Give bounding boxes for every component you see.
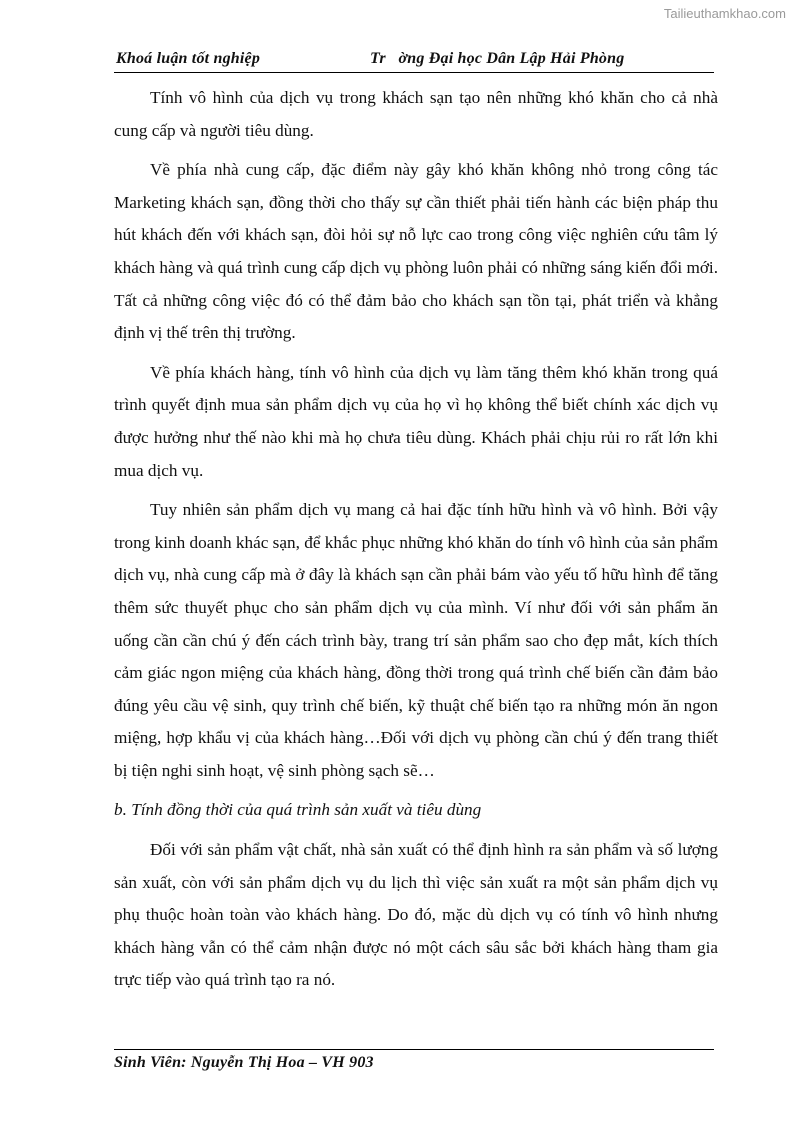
document-body	[114, 82, 718, 1004]
paragraph-2: Về phía nhà cung cấp, đặc điểm này gây khó khăn không nhỏ trong công tác Marketing khách sạn, đồng thời cho thấy sự cần thiết phải tiến hành các biện pháp thu hút khách đến với khách sạn, đòi hỏi sự nỗ lực cao trong công việc nghiên cứu tâm lý khách hàng và quá trình cung cấp dịch vụ phòng luôn phải có những sáng kiến đổi mới. Tất cả những công việc đó có thể đảm bảo cho khách sạn tồn tại, phát triển và khẳng định vị thế trên thị trường.	[114, 160, 718, 343]
paragraph-4: Tuy nhiên sản phẩm dịch vụ mang cả hai đặc tính hữu hình và vô hình. Bởi vậy trong kinh doanh khác sạn, để khắc phục những khó khăn do tính vô hình của sản phẩm dịch vụ, nhà cung cấp mà ở đây là khách sạn cần phải bám vào yếu tố hữu hình để tăng thêm sức thuyết phục cho sản phẩm dịch vụ của mình. Ví như đối với sản phẩm ăn uống cần cần chú ý đến cách trình bày, trang trí sản phẩm sao cho đẹp mắt, kích thích cảm giác ngon miệng của khách hàng, đồng thời trong quá trình chế biến cần đảm bảo đúng yêu cầu vệ sinh, quy trình chế biến, kỹ thuật chế biến tạo ra những món ăn ngon miệng, hợp khẩu vị của khách hàng…Đối với dịch vụ phòng cần chú ý đến trang thiết bị tiện nghi sinh hoạt, vệ sinh phòng sạch sẽ…	[114, 500, 718, 780]
paragraph-1: Tính vô hình của dịch vụ trong khách sạn tạo nên những khó khăn cho cả nhà cung cấp và người tiêu dùng.	[114, 88, 718, 140]
paragraph-3: Về phía khách hàng, tính vô hình của dịch vụ làm tăng thêm khó khăn trong quá trình quyết định mua sản phẩm dịch vụ của họ vì họ không thể biết chính xác dịch vụ được hưởng như thế nào khi mà họ chưa tiêu dùng. Khách phải chịu rủi ro rất lớn khi mua dịch vụ.	[114, 362, 718, 480]
watermark-text: Tailieuthamkhao.com	[663, 6, 786, 21]
page-footer	[114, 1049, 714, 1072]
header-thesis-title: Khoá luận tốt nghiệp	[116, 50, 261, 67]
section-heading: b. Tính đồng thời của quá trình sản xuất và tiêu dùng	[114, 800, 482, 820]
header-university-name: Tr ờng Đại học Dân Lập Hải Phòng	[370, 50, 625, 67]
footer-student-name: Sinh Viên: Nguyễn Thị Hoa – VH 903	[114, 1054, 374, 1071]
paragraph-5: Đối với sản phẩm vật chất, nhà sản xuất có thể định hình ra sản phẩm và số lượng sản xuất, còn với sản phẩm dịch vụ du lịch thì việc sản xuất ra một sản phẩm dịch vụ phụ thuộc hoàn toàn vào khách hàng. Do đó, mặc dù dịch vụ có tính vô hình nhưng khách hàng vẫn có thể cảm nhận được nó một cách sâu sắc bởi khách hàng tham gia trực tiếp vào quá trình tạo ra nó.	[114, 840, 718, 990]
page-header	[114, 48, 714, 73]
